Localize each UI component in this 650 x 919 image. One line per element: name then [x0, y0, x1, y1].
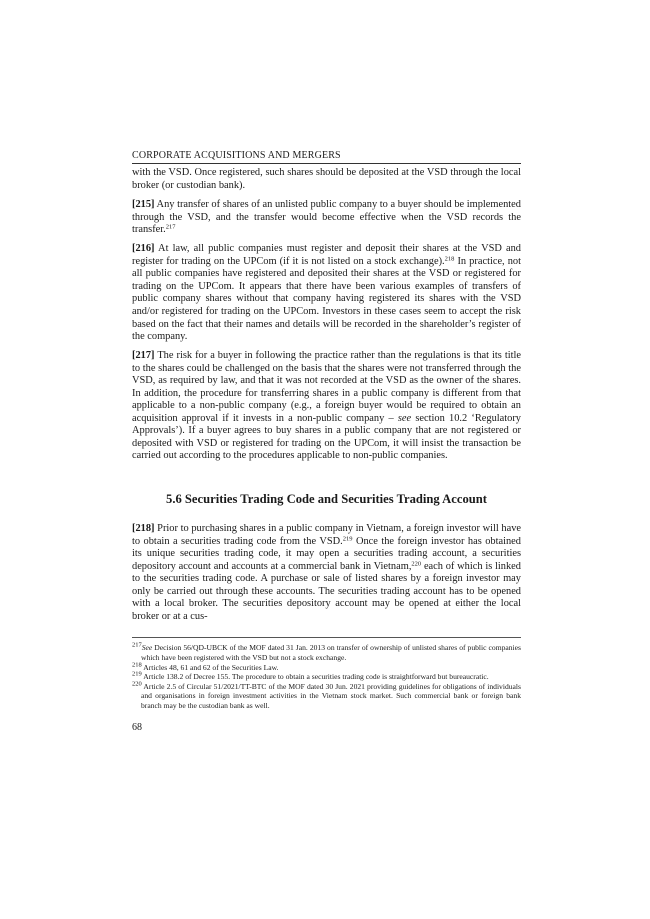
paragraph-text: Any transfer of shares of an unlisted public company to a buyer should be implemented through the VSD, and the transfer would become effective when the VSD records the transfer.	[132, 199, 521, 236]
footnote-220	[132, 682, 521, 710]
section-heading: 5.6 Securities Trading Code and Securities Trading Account	[166, 492, 487, 507]
paragraph-217	[132, 350, 521, 463]
paragraph-number: [216]	[132, 243, 155, 255]
footnote-217	[132, 643, 521, 662]
footnote-text: Decision 56/QD-UBCK of the MOF dated 31 Jan. 2013 on transfer of ownership of unlisted shares of public companies which have been registered with the VSD but not a stock exchange.	[141, 643, 521, 662]
paragraph-text: Prior to purchasing shares in a public company in Vietnam, a foreign investor will have to obtain a securities trading code from the VSD.	[132, 523, 521, 547]
see-reference: See	[141, 643, 153, 653]
paragraph-text: section 10.2 ‘Regulatory Approvals’). If a buyer agrees to buy shares in a public company that are not registered or deposited with VSD or registered for trading on the UPCom, it will insist the transaction be carried out according to the procedures applicable to non-public companies.	[132, 412, 522, 462]
paragraph-text: The risk for a buyer in following the practice rather than the regulations is that its title to the shares could be challenged on the basis that the shares were not transferred through the VSD, as required by law, and that it was not recorded at the VSD as the owner of the shares. In addition, the procedure for transferring shares in a public company is different from that applicable to a non-public company (e.g., a foreign buyer would be required to obtain an acquisition approval if it invests in a non-public company –	[132, 350, 521, 424]
footnote-text: Article 138.2 of Decree 155. The procedure to obtain a securities trading code is straightforward but bureaucratic.	[141, 672, 489, 682]
paragraph-number: [217]	[132, 350, 155, 362]
footnote-218	[132, 663, 521, 672]
footnote-ref-217[interactable]: 217	[165, 223, 176, 231]
running-head: CORPORATE ACQUISITIONS AND MERGERS	[132, 150, 521, 164]
footnote-text: Article 2.5 of Circular 51/2021/TT-BTC of the MOF dated 30 Jun. 2021 providing guidelines for obligations of individuals and organisations in foreign investment activities in the Vietnam stock market. Such commercial bank or foreign bank branch may be the custodian bank as well.	[141, 682, 521, 710]
paragraph-number: [218]	[132, 523, 155, 535]
footnote-ref-220[interactable]: 220	[411, 560, 422, 568]
footnote-219	[132, 672, 521, 681]
footnote-number: 217	[132, 641, 142, 649]
paragraph-number: [215]	[132, 199, 155, 211]
footnotes	[132, 637, 521, 710]
footnote-number: 220	[132, 680, 142, 688]
paragraph-text: In practice, not all public companies have registered and deposited their shares at the VSD or registered for trading on the UPCom. It appears that there have been various examples of transfers of public company shares without that company having registered its shares with the VSD and/or registered for trading on the UPCom. Investors in these cases seem to accept the risk based on the fact that their names and details will be recorded in the shareholder’s register of the company.	[132, 255, 521, 343]
paragraph-text: each of which is linked to the securities trading code. A purchase or sale of listed shares by a foreign investor may only be carried out through these accounts. The securities trading account has to be opened with a local broker. The securities depository account may be opened at either the local broker or at a cus-	[132, 560, 521, 622]
paragraph-text: Once the foreign investor has obtained its unique securities trading code, it may open a securities trading account, a securities depository account and accounts at a commercial bank in Vietnam,	[132, 535, 521, 572]
footnote-text: Articles 48, 61 and 62 of the Securities Law.	[141, 662, 279, 672]
see-reference: see	[397, 412, 412, 424]
footnote-number: 219	[132, 670, 142, 678]
book-page	[132, 150, 521, 733]
footnote-ref-218[interactable]: 218	[444, 255, 455, 263]
paragraph-216	[132, 243, 521, 343]
paragraph-215	[132, 199, 521, 237]
footnote-ref-219[interactable]: 219	[342, 535, 353, 543]
paragraph-218	[132, 523, 521, 623]
page-number: 68	[132, 721, 142, 733]
continuation-paragraph: with the VSD. Once registered, such shares should be deposited at the VSD through the local broker (or custodian bank).	[132, 167, 521, 191]
paragraph-text: At law, all public companies must register and deposit their shares at the VSD and register for trading on the UPCom (if it is not listed on a stock exchange).	[132, 243, 521, 267]
footnote-number: 218	[132, 661, 142, 668]
